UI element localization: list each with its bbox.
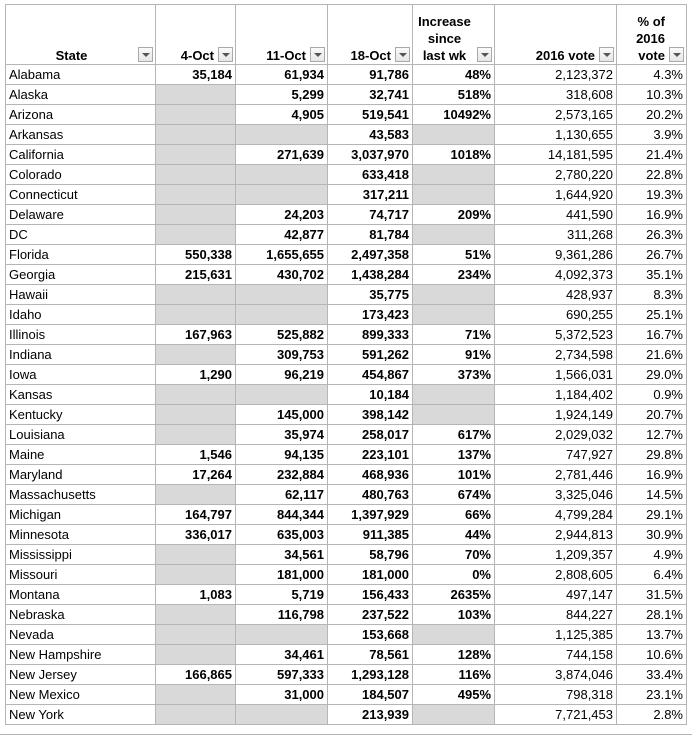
cell-oct18[interactable]: 213,939 xyxy=(328,705,413,725)
table-row xyxy=(6,185,687,205)
cell-oct18[interactable]: 258,017 xyxy=(328,425,413,445)
cell-2016-vote[interactable]: 2,734,598 xyxy=(495,345,617,365)
cell-2016-vote[interactable]: 1,125,385 xyxy=(495,625,617,645)
cell-oct18[interactable]: 78,561 xyxy=(328,645,413,665)
cell-state[interactable]: Florida xyxy=(6,245,156,265)
cell-oct4[interactable]: 1,290 xyxy=(156,365,236,385)
cell-oct18[interactable]: 591,262 xyxy=(328,345,413,365)
cell-oct4[interactable]: 1,546 xyxy=(156,445,236,465)
table-row xyxy=(6,645,687,665)
cell-2016-vote[interactable]: 318,608 xyxy=(495,85,617,105)
cell-increase[interactable] xyxy=(413,125,495,145)
cell-increase[interactable] xyxy=(413,385,495,405)
early-vote-table xyxy=(5,4,687,725)
cell-state[interactable]: Montana xyxy=(6,585,156,605)
cell-oct4[interactable]: 164,797 xyxy=(156,505,236,525)
cell-increase[interactable]: 128% xyxy=(413,645,495,665)
cell-2016-vote[interactable]: 1,130,655 xyxy=(495,125,617,145)
cell-pct-2016[interactable]: 22.8% xyxy=(617,165,687,185)
table-row xyxy=(6,685,687,705)
cell-2016-vote[interactable]: 1,184,402 xyxy=(495,385,617,405)
cell-pct-2016[interactable]: 26.7% xyxy=(617,245,687,265)
cell-2016-vote[interactable]: 497,147 xyxy=(495,585,617,605)
cell-oct4[interactable]: 1,083 xyxy=(156,585,236,605)
table-row xyxy=(6,425,687,445)
cell-increase[interactable] xyxy=(413,405,495,425)
cell-2016-vote[interactable]: 1,209,357 xyxy=(495,545,617,565)
cell-oct11[interactable] xyxy=(236,165,328,185)
cell-oct18[interactable]: 184,507 xyxy=(328,685,413,705)
cell-pct-2016[interactable]: 16.9% xyxy=(617,205,687,225)
cell-oct11[interactable]: 597,333 xyxy=(236,665,328,685)
cell-oct11[interactable]: 635,003 xyxy=(236,525,328,545)
cell-increase[interactable]: 234% xyxy=(413,265,495,285)
cell-oct11[interactable]: 34,461 xyxy=(236,645,328,665)
table-row xyxy=(6,405,687,425)
cell-oct4[interactable]: 166,865 xyxy=(156,665,236,685)
cell-oct4[interactable] xyxy=(156,105,236,125)
cell-oct18[interactable]: 32,741 xyxy=(328,85,413,105)
cell-oct11[interactable]: 430,702 xyxy=(236,265,328,285)
cell-oct18[interactable]: 237,522 xyxy=(328,605,413,625)
table-body xyxy=(6,65,687,725)
cell-oct18[interactable]: 223,101 xyxy=(328,445,413,465)
table-row xyxy=(6,545,687,565)
cell-state[interactable]: Maine xyxy=(6,445,156,465)
cell-state[interactable]: Louisiana xyxy=(6,425,156,445)
cell-state[interactable]: New Hampshire xyxy=(6,645,156,665)
cell-oct4[interactable]: 35,184 xyxy=(156,65,236,85)
cell-state[interactable]: Maryland xyxy=(6,465,156,485)
cell-increase[interactable]: 10492% xyxy=(413,105,495,125)
cell-oct18[interactable]: 43,583 xyxy=(328,125,413,145)
cell-oct11[interactable] xyxy=(236,305,328,325)
cell-increase[interactable]: 674% xyxy=(413,485,495,505)
cell-increase[interactable] xyxy=(413,705,495,725)
cell-oct18[interactable]: 899,333 xyxy=(328,325,413,345)
cell-oct11[interactable]: 62,117 xyxy=(236,485,328,505)
cell-oct18[interactable]: 81,784 xyxy=(328,225,413,245)
cell-oct11[interactable]: 31,000 xyxy=(236,685,328,705)
cell-oct11[interactable]: 145,000 xyxy=(236,405,328,425)
cell-oct18[interactable]: 153,668 xyxy=(328,625,413,645)
cell-pct-2016[interactable]: 12.7% xyxy=(617,425,687,445)
cell-state[interactable]: Nebraska xyxy=(6,605,156,625)
cell-oct4[interactable] xyxy=(156,145,236,165)
cell-oct11[interactable]: 96,219 xyxy=(236,365,328,385)
cell-pct-2016[interactable]: 33.4% xyxy=(617,665,687,685)
col-header-state: State xyxy=(6,5,156,65)
cell-pct-2016[interactable]: 4.3% xyxy=(617,65,687,85)
cell-oct4[interactable] xyxy=(156,85,236,105)
cell-increase[interactable] xyxy=(413,165,495,185)
cell-pct-2016[interactable]: 4.9% xyxy=(617,545,687,565)
cell-pct-2016[interactable]: 20.2% xyxy=(617,105,687,125)
cell-oct11[interactable]: 309,753 xyxy=(236,345,328,365)
cell-2016-vote[interactable]: 7,721,453 xyxy=(495,705,617,725)
cell-increase[interactable]: 91% xyxy=(413,345,495,365)
cell-pct-2016[interactable]: 29.0% xyxy=(617,365,687,385)
cell-increase[interactable] xyxy=(413,285,495,305)
cell-oct18[interactable]: 911,385 xyxy=(328,525,413,545)
table-row xyxy=(6,265,687,285)
cell-oct4[interactable] xyxy=(156,625,236,645)
cell-oct11[interactable]: 35,974 xyxy=(236,425,328,445)
cell-oct4[interactable] xyxy=(156,125,236,145)
cell-increase[interactable]: 373% xyxy=(413,365,495,385)
table-row xyxy=(6,345,687,365)
cell-oct4[interactable] xyxy=(156,425,236,445)
cell-2016-vote[interactable]: 3,874,046 xyxy=(495,665,617,685)
cell-increase[interactable] xyxy=(413,625,495,645)
cell-increase[interactable]: 70% xyxy=(413,545,495,565)
cell-2016-vote[interactable]: 5,372,523 xyxy=(495,325,617,345)
cell-state[interactable]: Idaho xyxy=(6,305,156,325)
cell-oct18[interactable]: 633,418 xyxy=(328,165,413,185)
cell-2016-vote[interactable]: 2,123,372 xyxy=(495,65,617,85)
cell-pct-2016[interactable]: 19.3% xyxy=(617,185,687,205)
table-row xyxy=(6,605,687,625)
cell-state[interactable]: Georgia xyxy=(6,265,156,285)
cell-oct4[interactable] xyxy=(156,345,236,365)
cell-pct-2016[interactable]: 23.1% xyxy=(617,685,687,705)
cell-2016-vote[interactable]: 14,181,595 xyxy=(495,145,617,165)
col-header-increase: Increase since last wk xyxy=(413,5,495,65)
table-row xyxy=(6,225,687,245)
cell-2016-vote[interactable]: 441,590 xyxy=(495,205,617,225)
cell-oct18[interactable]: 398,142 xyxy=(328,405,413,425)
cell-2016-vote[interactable]: 1,644,920 xyxy=(495,185,617,205)
cell-oct4[interactable] xyxy=(156,305,236,325)
cell-state[interactable]: Connecticut xyxy=(6,185,156,205)
cell-2016-vote[interactable]: 1,924,149 xyxy=(495,405,617,425)
cell-pct-2016[interactable]: 25.1% xyxy=(617,305,687,325)
cell-pct-2016[interactable]: 16.9% xyxy=(617,465,687,485)
header-row xyxy=(6,5,687,65)
cell-oct11[interactable]: 844,344 xyxy=(236,505,328,525)
cell-2016-vote[interactable]: 690,255 xyxy=(495,305,617,325)
cell-2016-vote[interactable]: 4,092,373 xyxy=(495,265,617,285)
cell-increase[interactable]: 1018% xyxy=(413,145,495,165)
cell-increase[interactable]: 71% xyxy=(413,325,495,345)
filter-dropdown-icon[interactable] xyxy=(395,47,410,62)
cell-oct11[interactable]: 5,719 xyxy=(236,585,328,605)
cell-state[interactable]: Hawaii xyxy=(6,285,156,305)
table-row xyxy=(6,245,687,265)
cell-oct11[interactable]: 42,877 xyxy=(236,225,328,245)
table-row xyxy=(6,165,687,185)
cell-state[interactable]: Minnesota xyxy=(6,525,156,545)
cell-oct11[interactable]: 525,882 xyxy=(236,325,328,345)
cell-oct18[interactable]: 91,786 xyxy=(328,65,413,85)
cell-state[interactable]: Massachusetts xyxy=(6,485,156,505)
cell-state[interactable]: New York xyxy=(6,705,156,725)
cell-increase[interactable] xyxy=(413,185,495,205)
filter-dropdown-icon[interactable] xyxy=(599,47,614,62)
cell-increase[interactable]: 48% xyxy=(413,65,495,85)
filter-dropdown-icon[interactable] xyxy=(218,47,233,62)
cell-oct4[interactable] xyxy=(156,705,236,725)
cell-increase[interactable]: 2635% xyxy=(413,585,495,605)
cell-oct18[interactable]: 1,397,929 xyxy=(328,505,413,525)
cell-oct11[interactable]: 271,639 xyxy=(236,145,328,165)
cell-pct-2016[interactable]: 16.7% xyxy=(617,325,687,345)
cell-oct4[interactable] xyxy=(156,225,236,245)
table-row xyxy=(6,285,687,305)
cell-pct-2016[interactable]: 13.7% xyxy=(617,625,687,645)
cell-oct11[interactable]: 116,798 xyxy=(236,605,328,625)
cell-oct18[interactable]: 468,936 xyxy=(328,465,413,485)
cell-oct11[interactable]: 5,299 xyxy=(236,85,328,105)
cell-oct4[interactable] xyxy=(156,485,236,505)
cell-oct11[interactable] xyxy=(236,625,328,645)
cell-state[interactable]: Alabama xyxy=(6,65,156,85)
cell-pct-2016[interactable]: 14.5% xyxy=(617,485,687,505)
cell-state[interactable]: New Mexico xyxy=(6,685,156,705)
cell-oct4[interactable]: 167,963 xyxy=(156,325,236,345)
cell-oct4[interactable] xyxy=(156,205,236,225)
cell-oct18[interactable]: 2,497,358 xyxy=(328,245,413,265)
cell-oct11[interactable]: 4,905 xyxy=(236,105,328,125)
cell-pct-2016[interactable]: 10.6% xyxy=(617,645,687,665)
cell-increase[interactable]: 116% xyxy=(413,665,495,685)
cell-2016-vote[interactable]: 2,808,605 xyxy=(495,565,617,585)
cell-oct11[interactable]: 24,203 xyxy=(236,205,328,225)
table-row xyxy=(6,385,687,405)
cell-oct11[interactable] xyxy=(236,705,328,725)
cell-oct4[interactable] xyxy=(156,385,236,405)
cell-increase[interactable]: 103% xyxy=(413,605,495,625)
table-row xyxy=(6,585,687,605)
cell-oct18[interactable]: 454,867 xyxy=(328,365,413,385)
table-row xyxy=(6,665,687,685)
cell-oct4[interactable] xyxy=(156,545,236,565)
cell-oct4[interactable] xyxy=(156,645,236,665)
cell-pct-2016[interactable]: 6.4% xyxy=(617,565,687,585)
cell-oct18[interactable]: 3,037,970 xyxy=(328,145,413,165)
cell-state[interactable]: Indiana xyxy=(6,345,156,365)
cell-oct4[interactable] xyxy=(156,405,236,425)
col-header-2016-vote: 2016 vote xyxy=(495,5,617,65)
cell-oct4[interactable] xyxy=(156,285,236,305)
cell-oct11[interactable]: 94,135 xyxy=(236,445,328,465)
cell-oct4[interactable] xyxy=(156,185,236,205)
cell-pct-2016[interactable]: 20.7% xyxy=(617,405,687,425)
cell-pct-2016[interactable]: 8.3% xyxy=(617,285,687,305)
cell-oct18[interactable]: 181,000 xyxy=(328,565,413,585)
col-header-oct18: 18-Oct xyxy=(328,5,413,65)
cell-oct11[interactable] xyxy=(236,185,328,205)
cell-pct-2016[interactable]: 26.3% xyxy=(617,225,687,245)
cell-oct4[interactable]: 17,264 xyxy=(156,465,236,485)
cell-pct-2016[interactable]: 3.9% xyxy=(617,125,687,145)
table-row xyxy=(6,485,687,505)
cell-2016-vote[interactable]: 4,799,284 xyxy=(495,505,617,525)
next-row-edge xyxy=(0,734,692,740)
cell-increase[interactable]: 137% xyxy=(413,445,495,465)
cell-oct18[interactable]: 74,717 xyxy=(328,205,413,225)
cell-increase[interactable] xyxy=(413,305,495,325)
table-row xyxy=(6,205,687,225)
cell-state[interactable]: Kentucky xyxy=(6,405,156,425)
col-header-oct11: 11-Oct xyxy=(236,5,328,65)
cell-pct-2016[interactable]: 28.1% xyxy=(617,605,687,625)
cell-2016-vote[interactable]: 747,927 xyxy=(495,445,617,465)
cell-pct-2016[interactable]: 29.8% xyxy=(617,445,687,465)
table-row xyxy=(6,705,687,725)
cell-pct-2016[interactable]: 0.9% xyxy=(617,385,687,405)
cell-oct18[interactable]: 35,775 xyxy=(328,285,413,305)
filter-dropdown-icon[interactable] xyxy=(310,47,325,62)
cell-state[interactable]: New Jersey xyxy=(6,665,156,685)
cell-pct-2016[interactable]: 10.3% xyxy=(617,85,687,105)
cell-2016-vote[interactable]: 798,318 xyxy=(495,685,617,705)
cell-oct11[interactable]: 181,000 xyxy=(236,565,328,585)
cell-state[interactable]: Missouri xyxy=(6,565,156,585)
table-row xyxy=(6,625,687,645)
cell-state[interactable]: Nevada xyxy=(6,625,156,645)
cell-oct11[interactable]: 34,561 xyxy=(236,545,328,565)
cell-oct11[interactable] xyxy=(236,285,328,305)
cell-increase[interactable]: 51% xyxy=(413,245,495,265)
cell-pct-2016[interactable]: 21.6% xyxy=(617,345,687,365)
table-row xyxy=(6,565,687,585)
cell-increase[interactable] xyxy=(413,225,495,245)
cell-2016-vote[interactable]: 311,268 xyxy=(495,225,617,245)
cell-oct11[interactable] xyxy=(236,385,328,405)
cell-increase[interactable]: 209% xyxy=(413,205,495,225)
cell-oct18[interactable]: 1,438,284 xyxy=(328,265,413,285)
table-row xyxy=(6,445,687,465)
cell-2016-vote[interactable]: 9,361,286 xyxy=(495,245,617,265)
cell-state[interactable]: Colorado xyxy=(6,165,156,185)
cell-2016-vote[interactable]: 2,029,032 xyxy=(495,425,617,445)
cell-state[interactable]: Michigan xyxy=(6,505,156,525)
col-header-oct4: 4-Oct xyxy=(156,5,236,65)
cell-2016-vote[interactable]: 2,780,220 xyxy=(495,165,617,185)
cell-increase[interactable]: 518% xyxy=(413,85,495,105)
cell-2016-vote[interactable]: 428,937 xyxy=(495,285,617,305)
table-row xyxy=(6,125,687,145)
cell-state[interactable]: DC xyxy=(6,225,156,245)
cell-oct18[interactable]: 10,184 xyxy=(328,385,413,405)
table-row xyxy=(6,105,687,125)
cell-2016-vote[interactable]: 3,325,046 xyxy=(495,485,617,505)
cell-oct11[interactable]: 232,884 xyxy=(236,465,328,485)
cell-pct-2016[interactable]: 35.1% xyxy=(617,265,687,285)
cell-state[interactable]: California xyxy=(6,145,156,165)
cell-pct-2016[interactable]: 21.4% xyxy=(617,145,687,165)
cell-2016-vote[interactable]: 1,566,031 xyxy=(495,365,617,385)
cell-oct18[interactable]: 58,796 xyxy=(328,545,413,565)
cell-increase[interactable]: 66% xyxy=(413,505,495,525)
cell-state[interactable]: Arkansas xyxy=(6,125,156,145)
table-row xyxy=(6,65,687,85)
cell-oct11[interactable]: 61,934 xyxy=(236,65,328,85)
cell-2016-vote[interactable]: 744,158 xyxy=(495,645,617,665)
cell-increase[interactable]: 44% xyxy=(413,525,495,545)
cell-oct4[interactable]: 550,338 xyxy=(156,245,236,265)
cell-pct-2016[interactable]: 29.1% xyxy=(617,505,687,525)
cell-state[interactable]: Arizona xyxy=(6,105,156,125)
cell-increase[interactable]: 495% xyxy=(413,685,495,705)
cell-pct-2016[interactable]: 30.9% xyxy=(617,525,687,545)
table-row xyxy=(6,145,687,165)
cell-oct18[interactable]: 173,423 xyxy=(328,305,413,325)
filter-dropdown-icon[interactable] xyxy=(477,47,492,62)
table-row xyxy=(6,305,687,325)
table-row xyxy=(6,85,687,105)
col-header-pct-2016: % of 2016 vote xyxy=(617,5,687,65)
cell-state[interactable]: Alaska xyxy=(6,85,156,105)
cell-pct-2016[interactable]: 2.8% xyxy=(617,705,687,725)
table-row xyxy=(6,465,687,485)
table-row xyxy=(6,365,687,385)
filter-dropdown-icon[interactable] xyxy=(138,47,153,62)
cell-oct4[interactable] xyxy=(156,605,236,625)
cell-oct11[interactable]: 1,655,655 xyxy=(236,245,328,265)
cell-oct4[interactable] xyxy=(156,565,236,585)
cell-oct18[interactable]: 1,293,128 xyxy=(328,665,413,685)
cell-2016-vote[interactable]: 2,573,165 xyxy=(495,105,617,125)
cell-2016-vote[interactable]: 2,781,446 xyxy=(495,465,617,485)
cell-oct18[interactable]: 519,541 xyxy=(328,105,413,125)
cell-oct4[interactable] xyxy=(156,165,236,185)
cell-state[interactable]: Mississippi xyxy=(6,545,156,565)
cell-oct11[interactable] xyxy=(236,125,328,145)
cell-oct4[interactable] xyxy=(156,685,236,705)
cell-state[interactable]: Kansas xyxy=(6,385,156,405)
cell-increase[interactable]: 617% xyxy=(413,425,495,445)
cell-increase[interactable]: 0% xyxy=(413,565,495,585)
cell-oct18[interactable]: 156,433 xyxy=(328,585,413,605)
cell-state[interactable]: Illinois xyxy=(6,325,156,345)
cell-pct-2016[interactable]: 31.5% xyxy=(617,585,687,605)
cell-state[interactable]: Delaware xyxy=(6,205,156,225)
filter-dropdown-icon[interactable] xyxy=(669,47,684,62)
table-row xyxy=(6,325,687,345)
cell-2016-vote[interactable]: 2,944,813 xyxy=(495,525,617,545)
cell-oct18[interactable]: 480,763 xyxy=(328,485,413,505)
cell-2016-vote[interactable]: 844,227 xyxy=(495,605,617,625)
cell-oct18[interactable]: 317,211 xyxy=(328,185,413,205)
cell-oct4[interactable]: 336,017 xyxy=(156,525,236,545)
table-row xyxy=(6,525,687,545)
table-row xyxy=(6,505,687,525)
cell-state[interactable]: Iowa xyxy=(6,365,156,385)
cell-oct4[interactable]: 215,631 xyxy=(156,265,236,285)
cell-increase[interactable]: 101% xyxy=(413,465,495,485)
